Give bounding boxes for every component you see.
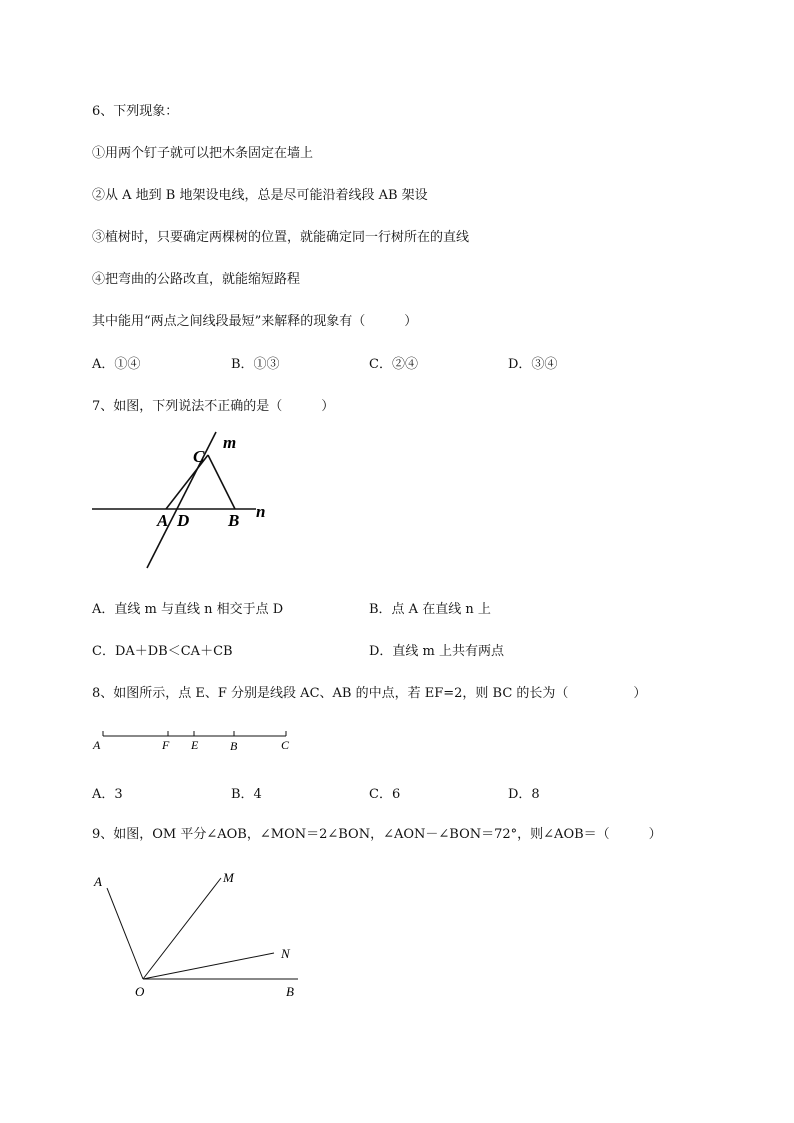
q7-option-d: D．直线 m 上共有两点 — [369, 644, 505, 659]
q6-item-3: ③植树时，只要确定两棵树的位置，就能确定同一行树所在的直线 — [92, 230, 470, 245]
q6-item-4: ④把弯曲的公路改直，就能缩短路程 — [92, 272, 301, 287]
label-c: C — [193, 447, 205, 466]
ray-om — [143, 878, 221, 979]
q6-option-d: D．③④ — [508, 357, 558, 372]
q8-figure — [90, 726, 300, 766]
label-a: A — [157, 511, 169, 530]
label-b: B — [228, 511, 240, 530]
label-c: C — [281, 738, 290, 752]
label-n: N — [281, 946, 290, 961]
q7-figure — [90, 430, 290, 580]
q9-stem: 9、如图，OM 平分∠AOB，∠MON＝2∠BON，∠AON－∠BON＝72°，则∠AOB＝（ ） — [92, 827, 662, 842]
q8-option-d: D．8 — [508, 787, 540, 802]
label-b: B — [230, 739, 238, 753]
label-m: M — [223, 870, 234, 885]
label-o: O — [135, 984, 145, 999]
q6-option-b: B．①③ — [231, 357, 280, 372]
q6-item-2: ②从 A 地到 B 地架设电线，总是尽可能沿着线段 AB 架设 — [92, 188, 428, 203]
q6-option-a: A．①④ — [92, 357, 141, 372]
q8-option-c: C．6 — [369, 787, 401, 802]
q6-stem: 6、下列现象： — [92, 104, 179, 119]
ray-on — [143, 953, 274, 979]
label-f: F — [162, 738, 170, 752]
q7-option-b: B．点 A 在直线 n 上 — [369, 602, 491, 617]
label-a: A — [93, 738, 101, 752]
ray-oa — [107, 888, 143, 979]
q8-stem: 8、如图所示，点 E、F 分别是线段 AC、AB 的中点，若 EF=2，则 BC 的长为（ ） — [92, 686, 647, 701]
q7-option-a: A．直线 m 与直线 n 相交于点 D — [92, 602, 284, 617]
label-d: D — [177, 511, 190, 530]
q7-stem: 7、如图，下列说法不正确的是（ ） — [92, 399, 335, 414]
q8-option-a: A．3 — [92, 787, 123, 802]
label-m: m — [223, 433, 237, 452]
q6-option-c: C．②④ — [369, 357, 418, 372]
label-a: A — [94, 874, 102, 889]
segment-cb — [208, 455, 235, 509]
line-m — [147, 432, 216, 568]
q6-question: 其中能用“两点之间线段最短”来解释的现象有（ ） — [92, 314, 418, 329]
label-e: E — [191, 738, 199, 752]
label-n: n — [256, 502, 266, 521]
q6-item-1: ①用两个钉子就可以把木条固定在墙上 — [92, 146, 314, 161]
q9-figure — [88, 868, 318, 1008]
label-b: B — [286, 984, 294, 999]
q8-option-b: B．4 — [231, 787, 262, 802]
q7-option-c: C．DA＋DB＜CA＋CB — [92, 644, 233, 659]
